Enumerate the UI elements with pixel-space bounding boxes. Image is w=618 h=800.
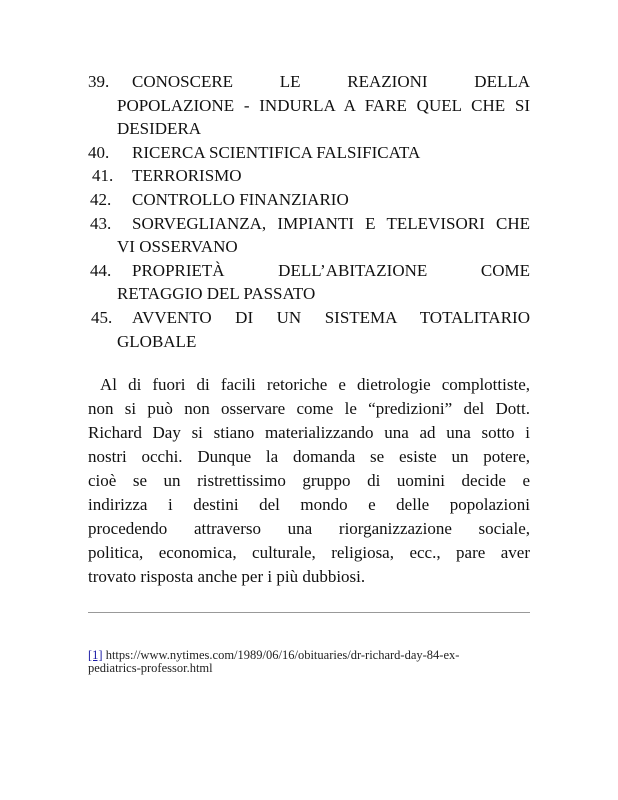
paragraph-line: Al di fuori di facili retoriche e dietrologie complottiste,	[100, 375, 530, 394]
list-number: 41.	[92, 166, 114, 186]
paragraph-line: trovato risposta anche per i più dubbiosi.	[88, 567, 366, 586]
list-item-40	[88, 141, 530, 165]
list-item-41	[88, 164, 530, 188]
paragraph-line: cioè se un ristrettissimo gruppo di uomini decide e	[88, 471, 530, 490]
footnote-url: https://www.nytimes.com/1989/06/16/obituaries/dr-richard-day-84-ex-	[102, 648, 460, 662]
list-number: 43.	[90, 213, 112, 233]
list-item-text: DESIDERA	[117, 119, 202, 139]
list-item-text: VI OSSERVANO	[117, 237, 238, 257]
paragraph-line: procedendo attraverso una riorganizzazione sociale,	[88, 519, 530, 538]
paragraph-line: indirizza i destini del mondo e delle popolazioni	[88, 495, 530, 514]
list-item-text: PROPRIETÀ DELL’ABITAZIONE COME	[132, 260, 530, 280]
body-paragraph	[88, 373, 530, 589]
numbered-list	[88, 70, 530, 353]
list-item-39	[88, 70, 530, 94]
footnote-url-cont: pediatrics-professor.html	[88, 661, 213, 675]
footnote	[88, 649, 538, 675]
list-number: 42.	[90, 189, 112, 209]
list-number: 40.	[88, 142, 110, 162]
footnote-ref-link[interactable]: [1]	[88, 648, 103, 662]
list-number: 44.	[90, 260, 112, 280]
footnote-separator	[88, 612, 530, 613]
list-number: 45.	[91, 307, 113, 327]
list-item-text: GLOBALE	[117, 331, 197, 351]
paragraph-line: politica, economica, culturale, religiosa, ecc., pare aver	[88, 543, 530, 562]
paragraph-line: nostri occhi. Dunque la domanda se esiste un potere,	[88, 447, 530, 466]
list-item-43	[88, 212, 530, 236]
list-item-text: RICERCA SCIENTIFICA FALSIFICATA	[132, 142, 421, 162]
list-item-44	[88, 259, 530, 283]
paragraph-line: Richard Day si stiano materializzando una ad una sotto i	[88, 423, 530, 442]
list-item-text: AVVENTO DI UN SISTEMA TOTALITARIO	[132, 307, 530, 327]
list-number: 39.	[88, 72, 110, 91]
list-item-42	[88, 188, 530, 212]
list-item-text: RETAGGIO DEL PASSATO	[117, 284, 316, 304]
list-item-45	[88, 306, 530, 330]
list-item-text: CONOSCERE LE REAZIONI DELLA	[132, 72, 530, 91]
list-item-text: POPOLAZIONE - INDURLA A FARE QUEL CHE SI	[117, 95, 530, 115]
list-item-text: TERRORISMO	[132, 166, 242, 186]
paragraph-line: non si può non osservare come le “predizioni” del Dott.	[88, 399, 530, 418]
list-item-text: SORVEGLIANZA, IMPIANTI E TELEVISORI CHE	[132, 213, 530, 233]
list-item-text: CONTROLLO FINANZIARIO	[132, 189, 349, 209]
